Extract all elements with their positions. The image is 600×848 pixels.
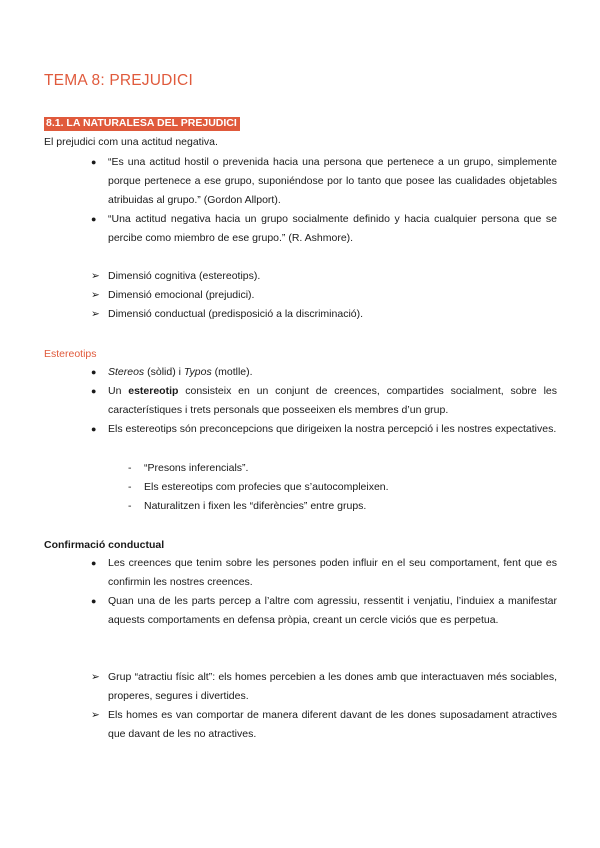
confirmation-bullet-vicious-circle: Quan una de les parts percep a l’altre com agressiu, ressentit i venjatiu, l’induiex a manifestar aquests comportaments en defensa pròpia, creant un cercle viciós que es perpetua. xyxy=(108,595,557,627)
dimension-behavioral: Dimensió conductual (predisposició a la discriminació). xyxy=(108,308,364,320)
dash-icon: - xyxy=(128,500,132,512)
confirmation-bullet-beliefs: Les creences que tenim sobre les persones poden influir en el seu comportament, fent que es confirmin les nostres creences. xyxy=(108,557,557,589)
bullet-icon: ● xyxy=(91,386,97,396)
definition-ashmore: “Una actitud negativa hacia un grupo socialmente definido y hacia cualquier persona que se percibe como miembro de ese grupo.” (R. Ashmore). xyxy=(108,213,557,245)
bullet-icon: ● xyxy=(91,157,97,167)
etymology-gloss-1: (sòlid) i xyxy=(144,366,184,378)
confirmation-arrow-attractive-group: Grup “atractiu físic alt”: els homes percebien a les dones amb que interactuaven més sociables, properes, segures i divertides. xyxy=(108,671,557,703)
dash-icon: - xyxy=(128,462,132,474)
arrow-icon: ➢ xyxy=(91,709,100,721)
arrow-icon: ➢ xyxy=(91,308,100,320)
bullet-icon: ● xyxy=(91,558,97,568)
stereotype-def-prefix: Un xyxy=(108,385,129,397)
definition-allport: “Es una actitud hostil o prevenida hacia una persona que pertenece a un grupo, simplemente porque pertenece a ese grupo, suponiéndose por lo tanto que posee las cualidades objetables atribuidas al grupo.” (Gordon Allport). xyxy=(108,156,557,207)
dimension-emotional: Dimensió emocional (prejudici). xyxy=(108,289,255,301)
etymology-gloss-2: (motlle). xyxy=(211,366,253,378)
intro-text: El prejudici com una actitud negativa. xyxy=(44,136,218,148)
subpoint-inferential-prisons: “Presons inferencials”. xyxy=(144,462,249,474)
bullet-icon: ● xyxy=(91,424,97,434)
confirmation-arrow-men-behaviour: Els homes es van comportar de manera diferent davant de les dones suposadament atractives que davant de les no atractives. xyxy=(108,709,557,741)
dimension-cognitive: Dimensió cognitiva (estereotips). xyxy=(108,270,261,282)
section-heading: 8.1. LA NATURALESA DEL PREJUDICI xyxy=(44,117,240,131)
stereotype-def-rest: consisteix en un conjunt de creences, compartides socialment, sobre les característiques i trets personals que posseeixen els membres d’un grup. xyxy=(108,385,557,417)
etymology-word-stereos: Stereos xyxy=(108,366,145,378)
bullet-icon: ● xyxy=(91,214,97,224)
page-title: TEMA 8: PREJUDICI xyxy=(44,72,193,89)
etymology-word-typos: Typos xyxy=(183,366,212,378)
confirmation-heading: Confirmació conductual xyxy=(44,539,165,551)
arrow-icon: ➢ xyxy=(91,671,100,683)
bullet-icon: ● xyxy=(91,596,97,606)
subpoint-naturalize: Naturalitzen i fixen les “diferències” entre grups. xyxy=(144,500,367,512)
stereotypes-heading: Estereotips xyxy=(44,348,97,360)
stereotype-definition xyxy=(108,382,557,420)
etymology-line xyxy=(108,363,253,382)
arrow-icon: ➢ xyxy=(91,270,100,282)
arrow-icon: ➢ xyxy=(91,289,100,301)
subpoint-self-fulfilling: Els estereotips com profecies que s’autocompleixen. xyxy=(144,481,389,493)
bullet-icon: ● xyxy=(91,367,97,377)
dash-icon: - xyxy=(128,481,132,493)
stereotype-preconceptions: Els estereotips són preconcepcions que dirigeixen la nostra percepció i les nostres expectatives. xyxy=(108,423,557,435)
stereotype-term: estereotip xyxy=(128,385,179,397)
